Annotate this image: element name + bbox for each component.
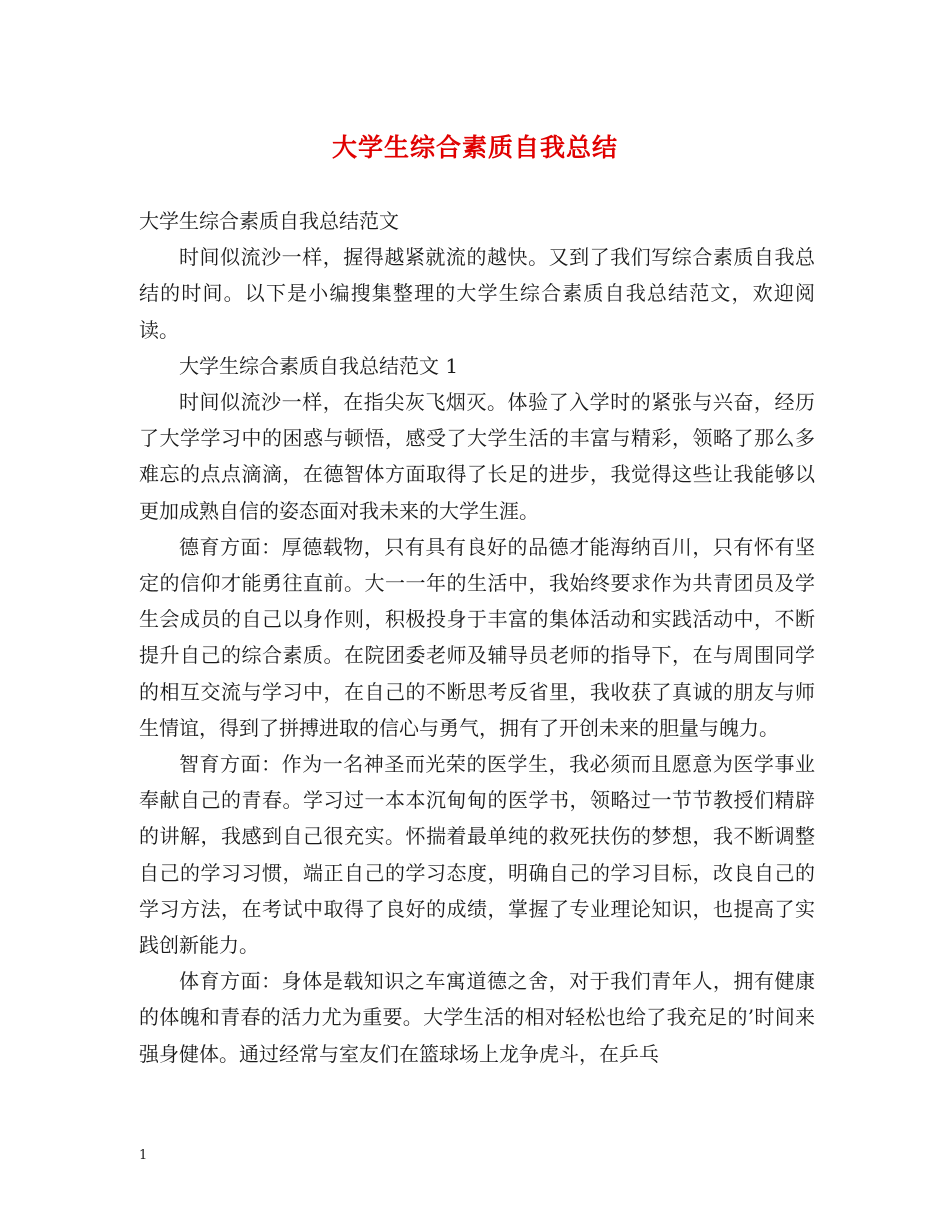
document-body [139, 203, 815, 1072]
document-title: 大学生综合素质自我总结 [331, 133, 618, 162]
physical-education-paragraph: 体育方面：身体是载知识之车寓道德之舍，对于我们青年人，拥有健康的体魄和青春的活力尤为重要。大学生活的相对轻松也给了我充足的’时间来强身健体。通过经常与室友们在篮球场上龙争虎斗，在乒乓 [139, 969, 815, 1066]
moral-education-paragraph: 德育方面：厚德载物，只有具有良好的品德才能海纳百川，只有怀有坚定的信仰才能勇往直前。大一一年的生活中，我始终要求作为共青团员及学生会成员的自己以身作则，积极投身于丰富的集体活动和实践活动中，不断提升自己的综合素质。在院团委老师及辅导员老师的指导下，在与周围同学的相互交流与学习中，在自己的不断思考反省里，我收获了真诚的朋友与师生情谊，得到了拼搏进取的信心与勇气，拥有了开创未来的胆量与魄力。 [139, 534, 815, 740]
intro-paragraph: 时间似流沙一样，握得越紧就流的越快。又到了我们写综合素质自我总结的时间。以下是小编搜集整理的大学生综合素质自我总结范文，欢迎阅读。 [139, 245, 815, 342]
subtitle-paragraph: 大学生综合素质自我总结范文 [139, 209, 399, 233]
body-paragraph: 时间似流沙一样，在指尖灰飞烟灭。体验了入学时的紧张与兴奋，经历了大学学习中的困惑与顿悟，感受了大学生活的丰富与精彩，领略了那么多难忘的点点滴滴，在德智体方面取得了长足的进步，我觉得这些让我能够以更加成熟自信的姿态面对我未来的大学生涯。 [139, 390, 815, 523]
page-number: 1 [139, 1148, 148, 1163]
intellectual-education-paragraph: 智育方面：作为一名神圣而光荣的医学生，我必须而且愿意为医学事业奉献自己的青春。学习过一本本沉甸甸的医学书，领略过一节节教授们精辟的讲解，我感到自己很充实。怀揣着最单纯的救死扶伤的梦想，我不断调整自己的学习习惯，端正自己的学习态度，明确自己的学习目标，改良自己的学习方法，在考试中取得了良好的成绩，掌握了专业理论知识，也提高了实践创新能力。 [139, 752, 815, 958]
section-heading: 大学生综合素质自我总结范文 1 [179, 353, 459, 378]
